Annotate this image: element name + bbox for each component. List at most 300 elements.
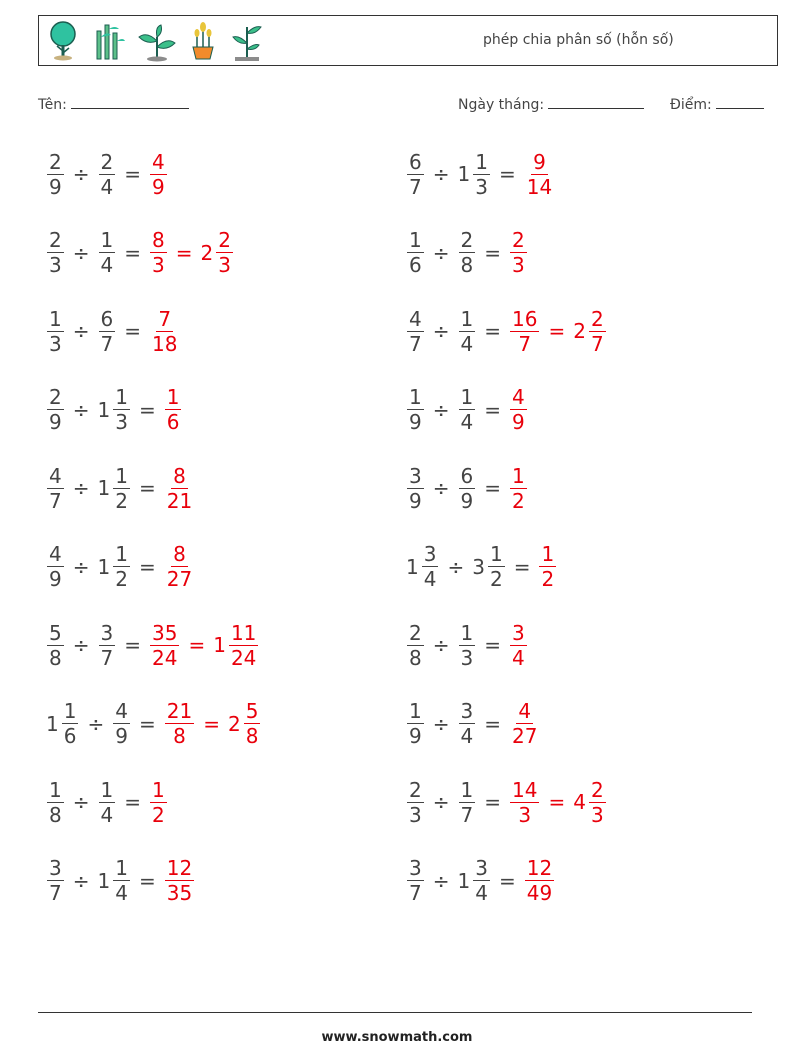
answer-value xyxy=(162,544,197,589)
problem-item xyxy=(44,453,197,523)
divide-sign: ÷ xyxy=(72,633,90,657)
whole-part: 1 xyxy=(457,162,471,186)
score-label: Điểm: xyxy=(670,97,712,113)
header-icons xyxy=(45,19,265,63)
fraction xyxy=(488,544,505,589)
denominator: 8 xyxy=(173,724,186,748)
fraction xyxy=(216,230,233,275)
numerator: 2 xyxy=(460,228,474,252)
equals-sign: = xyxy=(138,711,156,736)
denominator: 3 xyxy=(49,253,62,277)
answer xyxy=(147,306,182,356)
answer-value xyxy=(162,463,197,513)
answer xyxy=(507,387,530,432)
divide-sign: ÷ xyxy=(72,868,90,893)
denominator: 3 xyxy=(518,802,532,827)
fraction xyxy=(459,701,476,746)
equals-sign: = xyxy=(498,868,516,893)
operand-a xyxy=(404,701,427,746)
answer xyxy=(507,777,609,827)
numerator: 3 xyxy=(460,699,474,723)
problem-item xyxy=(44,610,261,680)
numerator: 2 xyxy=(49,228,62,252)
fraction xyxy=(510,387,527,432)
operand-b xyxy=(456,777,479,827)
operand-a xyxy=(44,463,67,513)
operand-b xyxy=(96,149,119,199)
numerator: 3 xyxy=(100,620,114,645)
numerator: 5 xyxy=(245,699,259,723)
answer xyxy=(507,230,530,275)
equals-sign: = xyxy=(138,554,156,579)
fraction xyxy=(165,387,182,432)
numerator: 4 xyxy=(49,463,62,488)
answer-value xyxy=(147,149,170,199)
numerator: 1 xyxy=(115,463,128,488)
numerator: 4 xyxy=(518,699,532,723)
answer xyxy=(507,463,530,513)
divide-sign: ÷ xyxy=(432,319,450,343)
denominator: 8 xyxy=(409,645,422,670)
denominator: 7 xyxy=(590,331,604,356)
problem-item xyxy=(44,139,170,209)
numerator: 2 xyxy=(409,620,422,645)
answer-value xyxy=(147,230,170,275)
fraction xyxy=(407,777,424,827)
fraction xyxy=(510,463,527,513)
operand-b xyxy=(456,620,479,670)
numerator: 1 xyxy=(409,228,422,252)
denominator: 3 xyxy=(218,253,231,277)
footer-divider xyxy=(38,1012,752,1013)
operand-a xyxy=(44,701,81,746)
answer-value xyxy=(199,230,236,275)
score-field xyxy=(670,94,764,113)
operand-a xyxy=(44,858,67,903)
fraction xyxy=(459,777,476,827)
fraction xyxy=(407,230,424,275)
fraction xyxy=(422,544,439,589)
numerator: 8 xyxy=(152,228,165,252)
fraction xyxy=(113,544,130,589)
divide-sign: ÷ xyxy=(432,868,450,893)
numerator: 1 xyxy=(489,542,503,566)
denominator: 6 xyxy=(166,410,180,434)
whole-part: 3 xyxy=(472,554,485,579)
numerator: 2 xyxy=(590,777,604,802)
fraction xyxy=(47,463,64,513)
equals-sign: = xyxy=(484,240,501,265)
numerator: 8 xyxy=(173,463,186,488)
fraction xyxy=(407,620,424,670)
whole-part: 1 xyxy=(97,554,111,579)
answer-value xyxy=(522,858,557,903)
problem-item xyxy=(404,532,559,602)
answer xyxy=(522,858,557,903)
operand-a xyxy=(404,463,427,513)
numerator: 2 xyxy=(49,149,62,174)
answer xyxy=(536,544,559,589)
denominator: 9 xyxy=(409,488,422,513)
fraction xyxy=(459,620,476,670)
numerator: 1 xyxy=(460,777,474,802)
date-label: Ngày tháng: xyxy=(458,97,545,113)
operand-b xyxy=(96,544,133,589)
whole-part: 1 xyxy=(406,554,419,579)
divide-sign: ÷ xyxy=(87,711,105,736)
fraction xyxy=(165,858,194,903)
equals-sign: = xyxy=(484,476,501,500)
answer-value xyxy=(147,777,170,827)
fraction xyxy=(510,306,539,356)
equals-sign: = xyxy=(484,790,501,814)
equals-sign: = xyxy=(124,240,141,265)
answer xyxy=(522,149,557,199)
denominator: 21 xyxy=(166,488,193,513)
divide-sign: ÷ xyxy=(72,476,90,500)
numerator: 1 xyxy=(460,385,474,409)
whole-part: 2 xyxy=(573,319,586,343)
fraction xyxy=(113,858,130,903)
fraction xyxy=(459,306,476,356)
denominator: 4 xyxy=(512,645,525,670)
fraction xyxy=(407,701,424,746)
potted-plant-icon xyxy=(187,19,219,63)
operand-a xyxy=(404,620,427,670)
fraction xyxy=(99,230,116,275)
denominator: 24 xyxy=(230,645,257,670)
denominator: 9 xyxy=(409,410,422,434)
divide-sign: ÷ xyxy=(432,711,450,736)
operand-b xyxy=(456,463,479,513)
whole-part: 1 xyxy=(97,397,111,422)
denominator: 2 xyxy=(489,567,503,591)
bamboo-icon xyxy=(91,19,127,63)
operand-b xyxy=(96,230,119,275)
date-blank[interactable] xyxy=(548,94,644,109)
fraction xyxy=(47,544,64,589)
fraction xyxy=(47,858,64,903)
equals-sign: = xyxy=(138,868,156,893)
fraction xyxy=(407,463,424,513)
fraction xyxy=(407,149,424,199)
answer xyxy=(507,306,609,356)
operand-a xyxy=(404,777,427,827)
equals-sign: = xyxy=(548,790,566,814)
whole-part: 1 xyxy=(97,868,111,893)
operand-b xyxy=(96,463,133,513)
denominator: 9 xyxy=(49,567,62,591)
numerator: 8 xyxy=(173,542,186,566)
numerator: 1 xyxy=(49,306,62,331)
operand-b xyxy=(456,149,493,199)
denominator: 2 xyxy=(512,488,525,513)
fraction xyxy=(99,306,116,356)
operand-b xyxy=(96,777,119,827)
denominator: 2 xyxy=(115,488,128,513)
fraction xyxy=(165,463,194,513)
denominator: 2 xyxy=(152,802,165,827)
answer xyxy=(162,387,185,432)
numerator: 9 xyxy=(533,149,546,174)
denominator: 3 xyxy=(49,331,62,356)
answer xyxy=(147,149,170,199)
divide-sign: ÷ xyxy=(72,319,90,343)
whole-part: 1 xyxy=(46,711,59,736)
operand-a xyxy=(404,544,441,589)
worksheet-title: phép chia phân số (hỗn số) xyxy=(483,32,674,48)
fraction xyxy=(150,306,179,356)
numerator: 1 xyxy=(541,542,555,566)
numerator: 2 xyxy=(49,385,62,409)
numerator: 3 xyxy=(409,856,422,880)
numerator: 1 xyxy=(460,306,474,331)
fraction xyxy=(113,701,130,746)
denominator: 3 xyxy=(152,253,165,277)
denominator: 7 xyxy=(460,802,474,827)
answer-value xyxy=(522,149,557,199)
numerator: 1 xyxy=(100,228,114,252)
denominator: 8 xyxy=(245,724,259,748)
worksheet-header xyxy=(38,15,778,66)
denominator: 8 xyxy=(49,645,62,670)
numerator: 1 xyxy=(49,777,62,802)
fraction xyxy=(47,777,64,827)
numerator: 3 xyxy=(423,542,437,566)
fraction xyxy=(229,620,258,670)
denominator: 7 xyxy=(100,645,114,670)
denominator: 7 xyxy=(409,174,422,199)
operand-a xyxy=(404,149,427,199)
divide-sign: ÷ xyxy=(432,790,450,814)
operand-a xyxy=(404,230,427,275)
fraction xyxy=(407,306,424,356)
numerator: 7 xyxy=(158,306,172,331)
numerator: 2 xyxy=(409,777,422,802)
fraction xyxy=(510,777,539,827)
operand-a xyxy=(44,544,67,589)
numerator: 1 xyxy=(63,699,77,723)
answer-value xyxy=(162,858,197,903)
numerator: 1 xyxy=(115,542,128,566)
answer xyxy=(147,777,170,827)
fraction xyxy=(150,777,167,827)
denominator: 4 xyxy=(460,410,474,434)
numerator: 16 xyxy=(512,306,538,331)
date-field xyxy=(458,94,644,113)
problem-item xyxy=(44,532,197,602)
fraction xyxy=(525,149,554,199)
numerator: 1 xyxy=(115,856,128,880)
denominator: 7 xyxy=(49,488,62,513)
operand-b xyxy=(96,620,119,670)
divide-sign: ÷ xyxy=(432,633,450,657)
fraction xyxy=(150,620,179,670)
answer xyxy=(162,463,197,513)
denominator: 4 xyxy=(460,724,474,748)
denominator: 4 xyxy=(100,174,114,199)
answer-value xyxy=(507,620,530,670)
denominator: 3 xyxy=(512,253,525,277)
numerator: 2 xyxy=(590,306,604,331)
numerator: 6 xyxy=(460,463,474,488)
denominator: 3 xyxy=(475,174,488,199)
numerator: 4 xyxy=(512,385,525,409)
answer xyxy=(507,620,530,670)
denominator: 6 xyxy=(63,724,77,748)
denominator: 2 xyxy=(115,567,128,591)
equals-sign: = xyxy=(484,711,501,736)
operand-b xyxy=(96,387,133,432)
name-blank[interactable] xyxy=(71,94,189,109)
operand-b xyxy=(456,306,479,356)
divide-sign: ÷ xyxy=(72,240,90,265)
problem-item xyxy=(44,767,170,837)
operand-a xyxy=(44,306,67,356)
divide-sign: ÷ xyxy=(447,554,465,579)
operand-a xyxy=(44,777,67,827)
divide-sign: ÷ xyxy=(432,397,450,422)
answer-value xyxy=(536,544,559,589)
answer xyxy=(162,544,197,589)
denominator: 9 xyxy=(460,488,474,513)
sprout-icon xyxy=(137,19,177,63)
fraction xyxy=(459,387,476,432)
divide-sign: ÷ xyxy=(432,240,450,265)
answer-value xyxy=(571,777,608,827)
numerator: 1 xyxy=(152,777,165,802)
denominator: 3 xyxy=(409,802,422,827)
fraction xyxy=(407,858,424,903)
fraction xyxy=(165,701,194,746)
footer-url: www.snowmath.com xyxy=(321,1030,473,1045)
equals-sign: = xyxy=(138,476,156,500)
denominator: 3 xyxy=(460,645,474,670)
denominator: 4 xyxy=(423,567,437,591)
answer xyxy=(507,701,542,746)
seedling-icon xyxy=(229,19,265,63)
denominator: 3 xyxy=(590,802,604,827)
denominator: 6 xyxy=(409,253,422,277)
divide-sign: ÷ xyxy=(72,162,90,186)
operand-a xyxy=(44,149,67,199)
fraction xyxy=(589,777,606,827)
equals-sign: = xyxy=(203,711,220,736)
operand-a xyxy=(44,620,67,670)
problem-item xyxy=(44,689,263,759)
operand-b xyxy=(456,387,479,432)
numerator: 6 xyxy=(100,306,114,331)
answer xyxy=(162,701,264,746)
fraction xyxy=(539,544,556,589)
equals-sign: = xyxy=(124,319,141,343)
fraction xyxy=(510,230,527,275)
problem-item xyxy=(404,296,609,366)
fraction xyxy=(47,230,64,275)
fraction xyxy=(510,701,539,746)
fraction xyxy=(165,544,194,589)
equals-sign: = xyxy=(124,162,141,186)
fraction xyxy=(459,463,476,513)
denominator: 9 xyxy=(49,174,62,199)
answer-value xyxy=(507,701,542,746)
equals-sign: = xyxy=(188,633,206,657)
equals-sign: = xyxy=(124,633,141,657)
denominator: 8 xyxy=(460,253,474,277)
operand-b xyxy=(470,544,507,589)
problem-item xyxy=(44,846,197,916)
score-blank[interactable] xyxy=(716,94,764,109)
numerator: 5 xyxy=(49,620,62,645)
operand-a xyxy=(404,387,427,432)
problem-item xyxy=(44,296,182,366)
answer-value xyxy=(507,463,530,513)
numerator: 1 xyxy=(166,385,180,409)
fraction xyxy=(150,230,167,275)
denominator: 4 xyxy=(115,881,128,905)
operand-a xyxy=(44,387,67,432)
numerator: 4 xyxy=(409,306,422,331)
tree-icon xyxy=(45,19,81,63)
fraction xyxy=(99,149,116,199)
problem-item xyxy=(404,453,530,523)
denominator: 4 xyxy=(460,331,474,356)
denominator: 9 xyxy=(115,724,128,748)
answer-value xyxy=(211,620,261,670)
numerator: 14 xyxy=(512,777,538,802)
numerator: 4 xyxy=(152,149,165,174)
equals-sign: = xyxy=(124,790,141,814)
answer-value xyxy=(162,701,197,746)
answer xyxy=(147,620,261,670)
numerator: 3 xyxy=(512,620,525,645)
denominator: 7 xyxy=(409,331,422,356)
answer-value xyxy=(507,387,530,432)
divide-sign: ÷ xyxy=(432,476,450,500)
divide-sign: ÷ xyxy=(72,397,90,422)
equals-sign: = xyxy=(513,554,531,579)
denominator: 8 xyxy=(49,802,62,827)
equals-sign: = xyxy=(138,397,156,422)
problem-item xyxy=(404,375,530,445)
problem-item xyxy=(44,375,184,445)
fraction xyxy=(510,620,527,670)
problem-item xyxy=(404,610,530,680)
fraction xyxy=(99,777,116,827)
equals-sign: = xyxy=(548,319,566,343)
numerator: 12 xyxy=(526,856,553,880)
fraction xyxy=(47,149,64,199)
answer-value xyxy=(162,387,185,432)
problem-item xyxy=(404,139,557,209)
equals-sign: = xyxy=(484,319,501,343)
divide-sign: ÷ xyxy=(72,790,90,814)
fraction xyxy=(407,387,424,432)
fraction xyxy=(47,306,64,356)
operand-b xyxy=(96,858,133,903)
denominator: 9 xyxy=(49,410,62,434)
numerator: 4 xyxy=(49,542,62,566)
denominator: 9 xyxy=(152,174,165,199)
denominator: 7 xyxy=(518,331,532,356)
numerator: 3 xyxy=(475,856,488,880)
numerator: 6 xyxy=(409,149,422,174)
operand-b xyxy=(110,701,133,746)
fraction xyxy=(473,858,490,903)
denominator: 9 xyxy=(409,724,422,748)
operand-b xyxy=(456,858,493,903)
answer-value xyxy=(507,777,542,827)
